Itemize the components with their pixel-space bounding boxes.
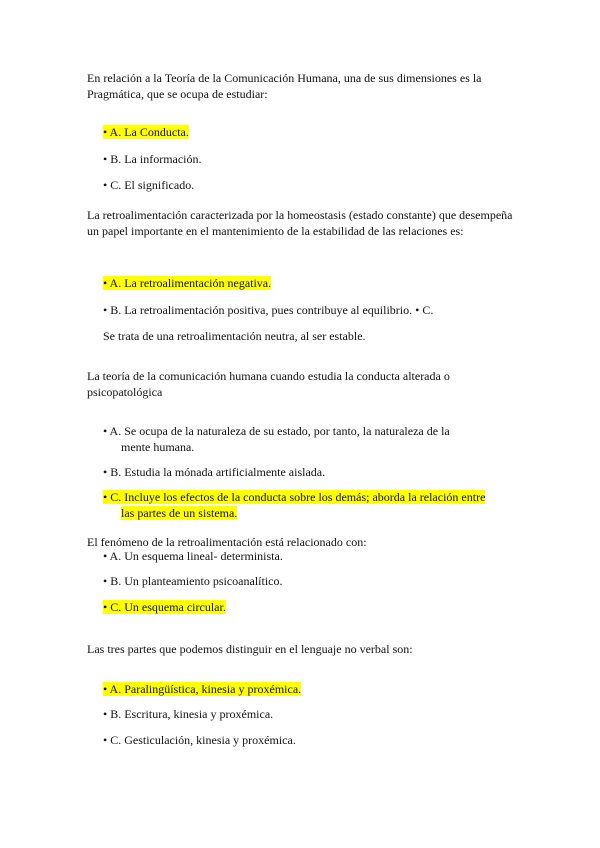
answer-4b: • B. Un planteamiento psicoanalítico. bbox=[103, 574, 283, 588]
answer-3a-line2: mente humana. bbox=[121, 440, 195, 454]
answer-1b: • B. La información. bbox=[103, 152, 202, 166]
answer-4c-text: • C. Un esquema circular. bbox=[103, 600, 226, 614]
answer-3c bbox=[103, 489, 485, 521]
question-5: Las tres partes que podemos distinguir en el lenguaje no verbal son: bbox=[87, 642, 413, 656]
answer-1a-text: • A. La Conducta. bbox=[103, 125, 189, 139]
answer-5a-text: • A. Paralingüística, kinesia y proxémica. bbox=[103, 682, 302, 696]
answer-4c bbox=[103, 599, 226, 615]
answer-1a bbox=[103, 124, 189, 140]
answer-3c-line2: las partes de un sistema. bbox=[121, 506, 238, 520]
question-1: En relación a la Teoría de la Comunicación Humana, una de sus dimensiones es la Pragmática, que se ocupa de estudiar: bbox=[87, 71, 482, 101]
answer-5c: • C. Gesticulación, kinesia y proxémica. bbox=[103, 733, 296, 747]
answer-2c: Se trata de una retroalimentación neutra, al ser estable. bbox=[103, 329, 366, 343]
answer-4a: • A. Un esquema lineal- determinista. bbox=[103, 549, 283, 563]
answer-3a-line1: • A. Se ocupa de la naturaleza de su estado, por tanto, la naturaleza de la bbox=[103, 424, 450, 438]
answer-5a bbox=[103, 681, 301, 697]
answer-2a-text: • A. La retroalimentación negativa. bbox=[103, 276, 272, 290]
answer-3a bbox=[103, 423, 450, 455]
answer-3c-line1: • C. Incluye los efectos de la conducta sobre los demás; aborda la relación entre bbox=[103, 490, 486, 504]
question-2: La retroalimentación caracterizada por la homeostasis (estado constante) que desempeña un papel importante en el mantenimiento de la estabilidad de las relaciones es: bbox=[87, 208, 513, 238]
question-3: La teoría de la comunicación humana cuando estudia la conducta alterada o psicopatológica bbox=[87, 369, 450, 399]
answer-2a bbox=[103, 275, 271, 291]
answer-1c: • C. El significado. bbox=[103, 178, 195, 192]
answer-3b: • B. Estudia la mónada artificialmente aislada. bbox=[103, 465, 326, 479]
answer-2b: • B. La retroalimentación positiva, pues contribuye al equilibrio. • C. bbox=[103, 303, 434, 317]
answer-5b: • B. Escritura, kinesia y proxémica. bbox=[103, 707, 274, 721]
question-4: El fenómeno de la retroalimentación está relacionado con: bbox=[87, 535, 367, 549]
